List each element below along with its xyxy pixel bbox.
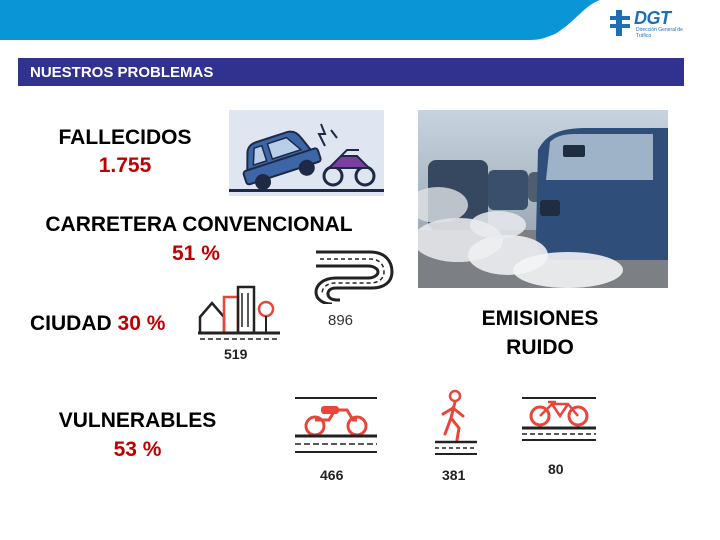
city-count: 519 [224, 346, 248, 362]
fallecidos-label: FALLECIDOS [58, 126, 192, 149]
ruido-label: RUIDO [506, 336, 574, 359]
dgt-logo-icon [610, 8, 632, 38]
ciudad-row [30, 312, 165, 336]
ciudad-label: CIUDAD [30, 312, 112, 335]
bicycle-icon [522, 392, 596, 442]
city-icon [198, 283, 280, 341]
dgt-logo-text: DGT [634, 8, 671, 28]
emisiones-label: EMISIONES [481, 307, 599, 330]
carretera-value: 51 % [172, 242, 220, 265]
car-moto-crash-icon [229, 110, 384, 196]
pedestrian-icon [435, 388, 477, 456]
traffic-emissions-photo [418, 110, 668, 288]
fallecidos-value: 1.755 [98, 154, 152, 177]
section-title-bar [18, 58, 684, 86]
vulnerables-label: VULNERABLES [58, 409, 217, 432]
dgt-logo-subtitle: Dirección General de Tráfico [636, 27, 683, 39]
road-count: 896 [328, 312, 354, 329]
winding-road-icon [312, 244, 396, 304]
motorcycle-icon [295, 390, 377, 454]
motorcycle-count: 466 [320, 467, 344, 483]
dgt-logo [610, 6, 715, 46]
carretera-label: CARRETERA CONVENCIONAL [45, 213, 353, 236]
vulnerables-value: 53 % [113, 438, 162, 461]
pedestrian-count: 381 [442, 467, 466, 483]
ciudad-value: 30 % [117, 312, 166, 335]
bicycle-count: 80 [548, 461, 564, 477]
section-title: NUESTROS PROBLEMAS [30, 64, 214, 81]
